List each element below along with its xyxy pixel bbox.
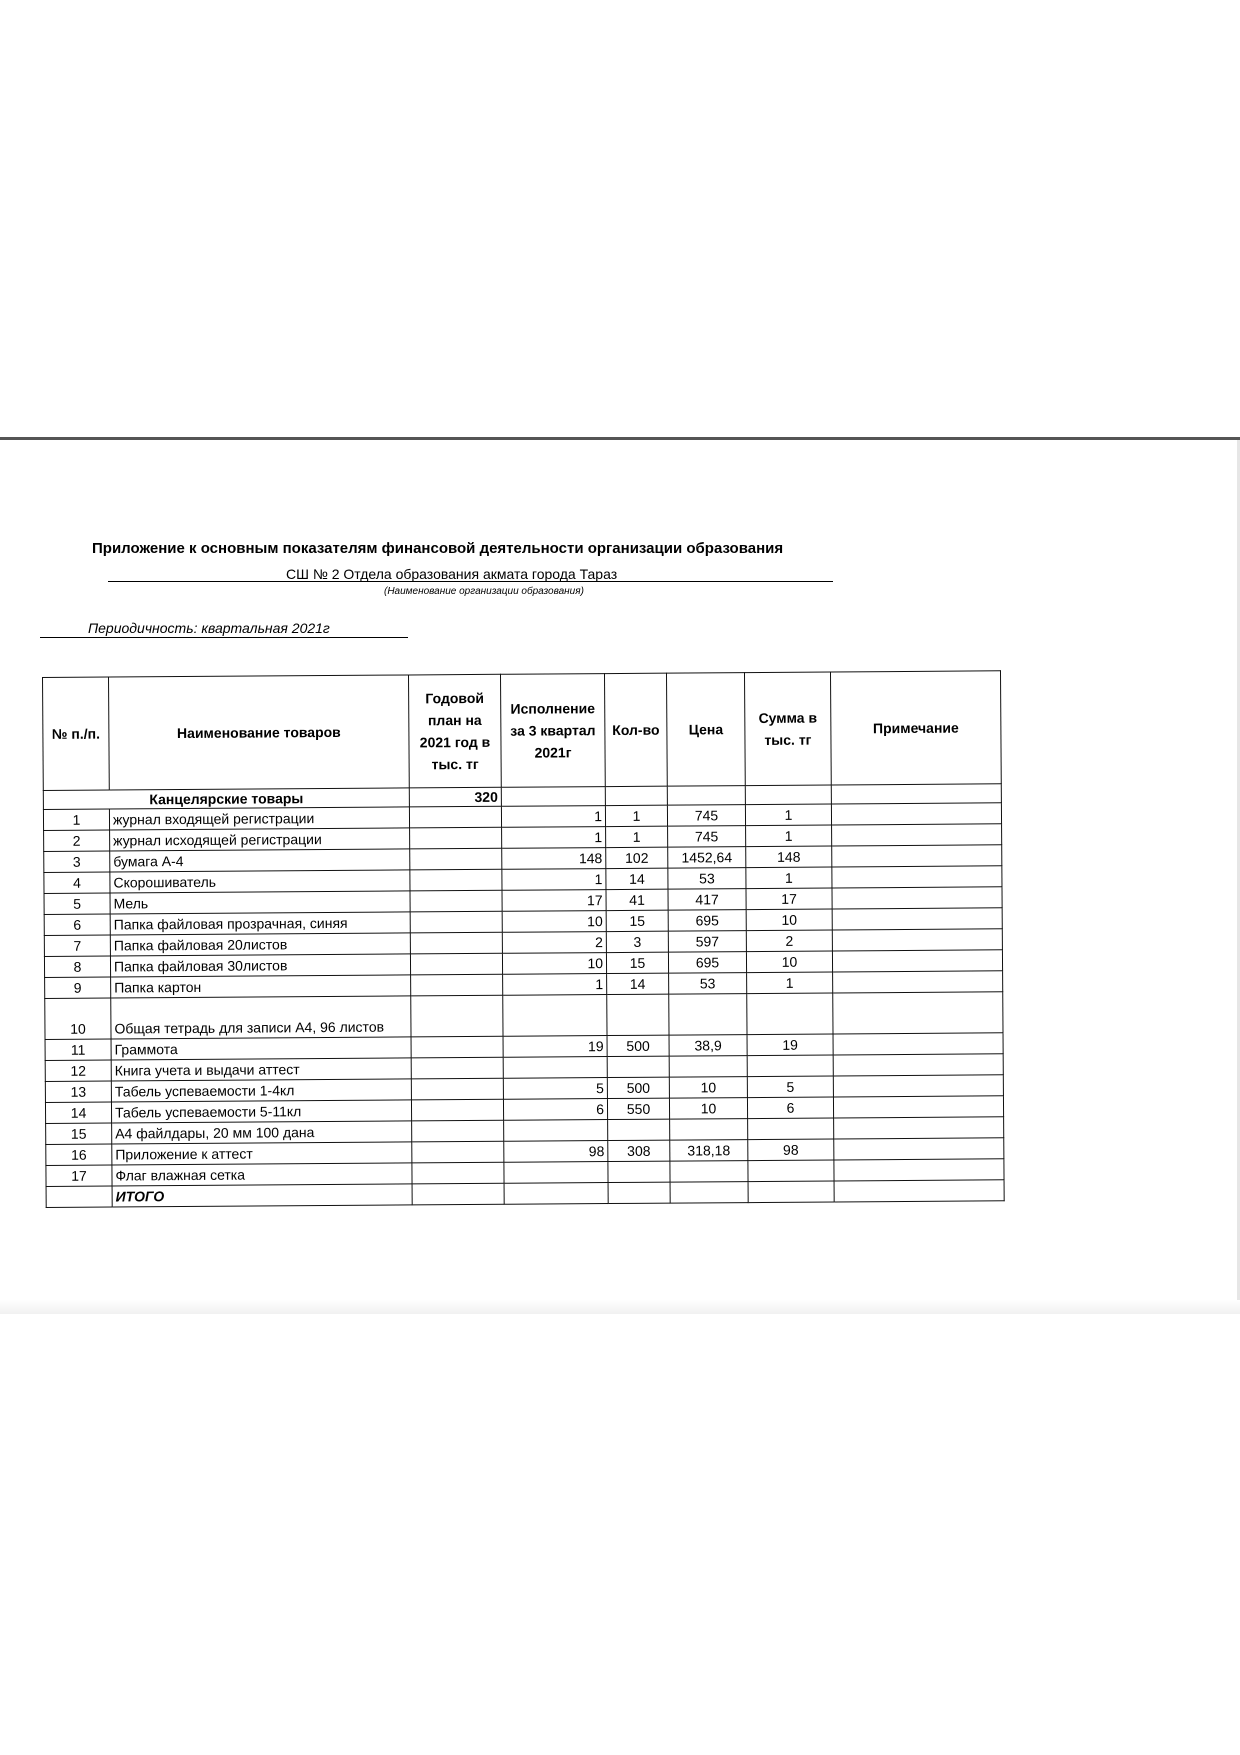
- row-qty: 1: [606, 826, 668, 847]
- row-price: 38,9: [669, 1035, 747, 1057]
- row-num: 8: [44, 956, 110, 977]
- row-name: А4 файлдары, 20 мм 100 дана: [112, 1121, 412, 1144]
- section-note: [831, 784, 1001, 804]
- row-plan: [409, 806, 501, 828]
- row-name: Папка файловая прозрачная, синяя: [110, 912, 410, 935]
- row-plan: [410, 848, 502, 870]
- row-price: 597: [668, 931, 746, 953]
- row-name: Папка файловая 30листов: [110, 954, 410, 977]
- row-exec: [504, 1120, 608, 1142]
- total-price: [670, 1182, 748, 1204]
- row-sum: 98: [748, 1139, 834, 1161]
- section-sum: [745, 785, 831, 805]
- row-note: [833, 992, 1003, 1034]
- header-qty: Кол-во: [604, 673, 667, 786]
- row-num: 3: [44, 851, 110, 872]
- row-note: [833, 971, 1003, 993]
- row-qty: 1: [605, 805, 667, 826]
- row-plan: [410, 890, 502, 912]
- row-exec: [503, 995, 607, 1037]
- row-plan: [410, 827, 502, 849]
- row-num: 17: [46, 1165, 112, 1186]
- row-plan: [411, 1099, 503, 1121]
- row-exec: 148: [502, 848, 606, 870]
- goods-table: [42, 670, 1005, 1208]
- row-sum: 2: [746, 930, 832, 952]
- total-name: ИТОГО: [112, 1184, 412, 1207]
- document-title: Приложение к основным показателям финансовой деятельности организации образования: [92, 540, 784, 557]
- row-qty: 14: [606, 868, 668, 889]
- organization-caption: (Наименование организации образования): [384, 586, 584, 597]
- row-exec: [504, 1162, 608, 1184]
- row-sum: 5: [747, 1076, 833, 1098]
- row-num: 12: [45, 1060, 111, 1081]
- row-num: 11: [45, 1039, 111, 1060]
- row-price: 53: [669, 973, 747, 995]
- row-qty: 14: [607, 973, 669, 994]
- row-exec: 17: [502, 890, 606, 912]
- row-exec: 6: [503, 1099, 607, 1121]
- row-name: журнал входящей регистрации: [109, 807, 409, 830]
- row-num: 5: [44, 893, 110, 914]
- row-name: Приложение к аттест: [112, 1142, 412, 1165]
- row-plan: [412, 1120, 504, 1142]
- row-plan: [411, 1057, 503, 1079]
- row-num: 13: [45, 1081, 111, 1102]
- row-qty: [607, 994, 669, 1035]
- row-num: 9: [45, 977, 111, 998]
- total-exec: [504, 1183, 608, 1205]
- row-name: Папка файловая 20листов: [110, 933, 410, 956]
- row-name: Книга учета и выдачи аттест: [111, 1058, 411, 1081]
- header-price: Цена: [666, 673, 745, 787]
- row-sum: 19: [747, 1034, 833, 1056]
- row-name: Скорошиватель: [110, 870, 410, 893]
- row-price: 53: [668, 868, 746, 890]
- row-price: 745: [668, 826, 746, 848]
- row-qty: 15: [606, 910, 668, 931]
- total-note: [834, 1180, 1004, 1202]
- row-sum: 1: [745, 804, 831, 826]
- row-num: 4: [44, 872, 110, 893]
- row-note: [834, 1117, 1004, 1139]
- row-name: Папка картон: [111, 975, 411, 998]
- row-exec: 1: [501, 806, 605, 828]
- header-exec: Исполнение за 3 квартал 2021г: [500, 674, 605, 788]
- row-sum: 10: [746, 909, 832, 931]
- row-sum: 1: [747, 972, 833, 994]
- row-plan: [412, 1141, 504, 1163]
- organization-name: СШ № 2 Отдела образования акмата города Тараз: [286, 566, 618, 582]
- row-name: Общая тетрадь для записи А4, 96 листов: [111, 996, 411, 1039]
- row-sum: [747, 993, 833, 1035]
- row-price: [669, 1056, 747, 1078]
- scan-bottom-edge: [0, 1300, 1240, 1314]
- row-sum: 1: [746, 825, 832, 847]
- row-exec: [503, 1057, 607, 1079]
- row-price: 10: [669, 1098, 747, 1120]
- row-name: бумага А-4: [110, 849, 410, 872]
- row-price: 1452,64: [668, 847, 746, 869]
- section-qty: [605, 786, 667, 805]
- total-num: [46, 1186, 112, 1207]
- row-exec: 2: [502, 932, 606, 954]
- row-qty: 308: [608, 1140, 670, 1161]
- row-name: Табель успеваемости 1-4кл: [111, 1079, 411, 1102]
- row-qty: 500: [607, 1035, 669, 1056]
- total-sum: [748, 1181, 834, 1203]
- row-name: Граммота: [111, 1037, 411, 1060]
- row-sum: [747, 1055, 833, 1077]
- periodicity: Периодичность: квартальная 2021г: [88, 620, 330, 636]
- header-note: Примечание: [830, 671, 1001, 785]
- row-qty: 102: [606, 847, 668, 868]
- row-note: [832, 866, 1002, 888]
- row-plan: [411, 1078, 503, 1100]
- row-note: [831, 803, 1001, 825]
- row-exec: 1: [502, 869, 606, 891]
- row-price: 417: [668, 889, 746, 911]
- organization-underline: [108, 581, 833, 582]
- row-note: [833, 1033, 1003, 1055]
- section-price: [667, 786, 745, 806]
- row-name: журнал исходящей регистрации: [110, 828, 410, 851]
- row-price: 10: [669, 1077, 747, 1099]
- row-exec: 1: [502, 827, 606, 849]
- row-note: [833, 1096, 1003, 1118]
- row-exec: 1: [503, 974, 607, 996]
- row-note: [832, 950, 1002, 972]
- row-plan: [410, 932, 502, 954]
- row-sum: 10: [746, 951, 832, 973]
- row-plan: [411, 974, 503, 996]
- row-num: 6: [44, 914, 110, 935]
- row-plan: [410, 869, 502, 891]
- section-label: Канцелярские товары: [43, 788, 409, 810]
- table-row: [45, 992, 1003, 1040]
- header-name: Наименование товаров: [109, 675, 410, 790]
- row-price: 695: [668, 910, 746, 932]
- header-row: [43, 671, 1002, 791]
- row-plan: [411, 995, 503, 1037]
- row-sum: 6: [747, 1097, 833, 1119]
- row-note: [833, 1075, 1003, 1097]
- row-plan: [410, 911, 502, 933]
- row-qty: 500: [607, 1077, 669, 1098]
- header-num: № п./п.: [43, 677, 110, 790]
- row-qty: [607, 1056, 669, 1077]
- row-num: 14: [45, 1102, 111, 1123]
- row-num: 16: [46, 1144, 112, 1165]
- row-num: 1: [43, 809, 109, 830]
- row-num: 7: [44, 935, 110, 956]
- row-note: [832, 887, 1002, 909]
- row-note: [832, 824, 1002, 846]
- row-name: Табель успеваемости 5-11кл: [111, 1100, 411, 1123]
- scan-top-edge: [0, 437, 1240, 440]
- row-num: 2: [44, 830, 110, 851]
- row-name: Мель: [110, 891, 410, 914]
- row-note: [832, 845, 1002, 867]
- header-plan: Годовой план на 2021 год в тыс. тг: [408, 674, 501, 788]
- row-sum: 148: [746, 846, 832, 868]
- row-exec: 10: [502, 953, 606, 975]
- row-exec: 5: [503, 1078, 607, 1100]
- row-note: [834, 1159, 1004, 1181]
- row-plan: [411, 1036, 503, 1058]
- row-plan: [412, 1162, 504, 1184]
- row-price: 318,18: [670, 1140, 748, 1162]
- row-note: [832, 908, 1002, 930]
- row-qty: 41: [606, 889, 668, 910]
- row-note: [833, 1054, 1003, 1076]
- row-sum: [748, 1160, 834, 1182]
- total-plan: [412, 1183, 504, 1205]
- row-exec: 19: [503, 1036, 607, 1058]
- section-plan: 320: [409, 787, 501, 807]
- row-qty: 15: [606, 952, 668, 973]
- row-sum: 1: [746, 867, 832, 889]
- row-price: 745: [667, 805, 745, 827]
- row-price: [670, 1119, 748, 1141]
- row-exec: 98: [504, 1141, 608, 1163]
- section-exec: [501, 787, 605, 807]
- row-exec: 10: [502, 911, 606, 933]
- row-price: 695: [668, 952, 746, 974]
- row-qty: [608, 1119, 670, 1140]
- row-qty: [608, 1161, 670, 1182]
- row-num: 10: [45, 998, 111, 1039]
- row-name: Флаг влажная сетка: [112, 1163, 412, 1186]
- row-plan: [410, 953, 502, 975]
- row-price: [669, 994, 747, 1036]
- row-num: 15: [46, 1123, 112, 1144]
- row-note: [834, 1138, 1004, 1160]
- row-qty: 3: [606, 931, 668, 952]
- periodicity-underline: [40, 637, 408, 638]
- row-qty: 550: [607, 1098, 669, 1119]
- row-sum: 17: [746, 888, 832, 910]
- row-note: [832, 929, 1002, 951]
- row-price: [670, 1161, 748, 1183]
- total-qty: [608, 1182, 670, 1203]
- header-sum: Сумма в тыс. тг: [744, 672, 831, 786]
- row-sum: [748, 1118, 834, 1140]
